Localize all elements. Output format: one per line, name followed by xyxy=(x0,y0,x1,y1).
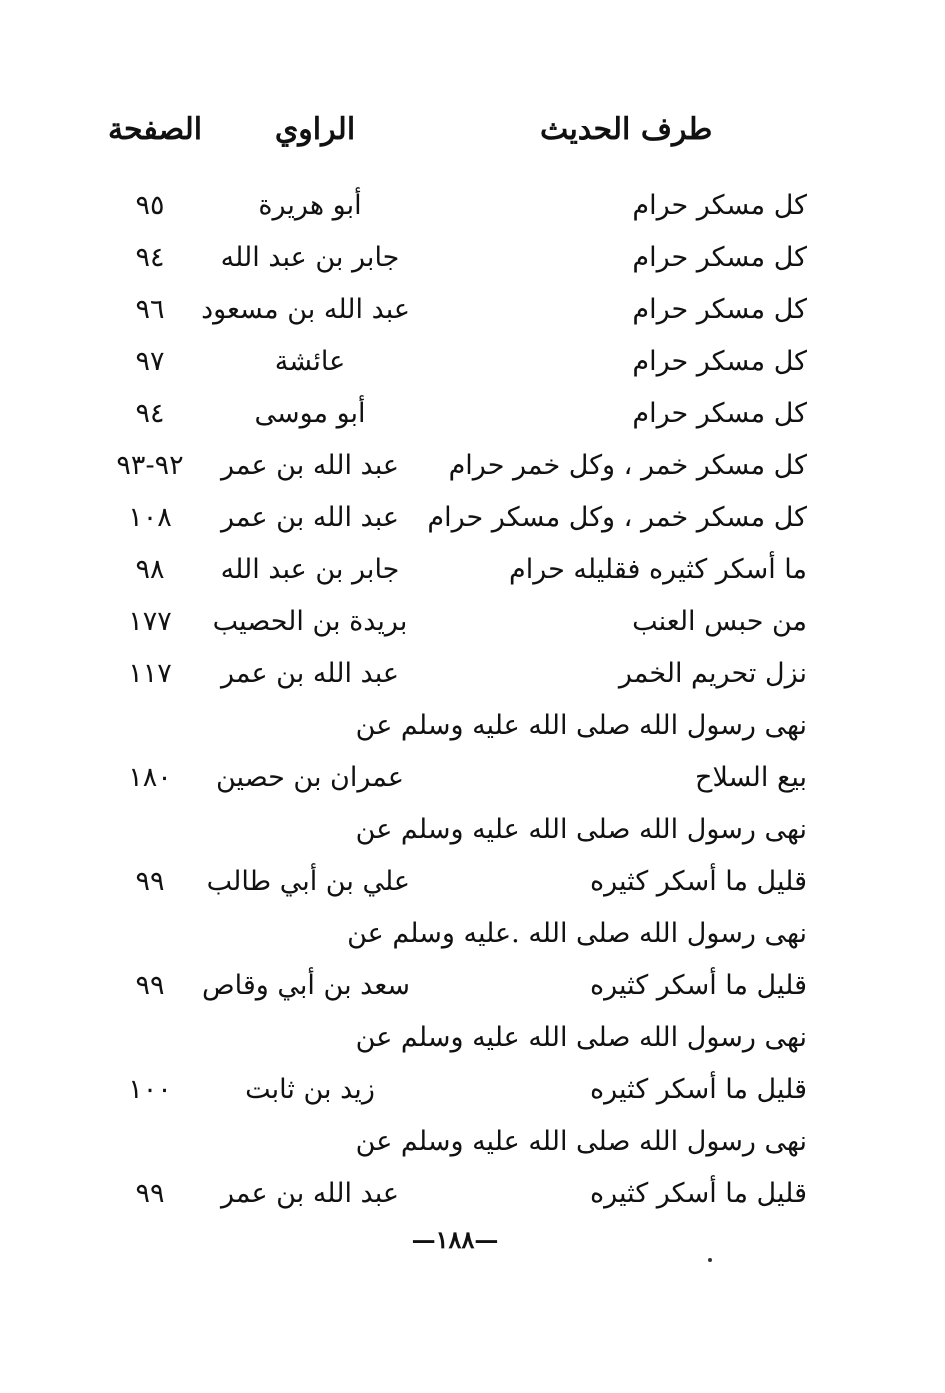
hadith-text: من حبس العنب xyxy=(632,606,807,637)
page-reference: ٩٤ xyxy=(135,242,165,273)
header-hadith: طرف الحديث xyxy=(540,112,713,147)
hadith-text: نهى رسول الله صلى الله عليه وسلم عن xyxy=(355,1022,807,1053)
hadith-text: نهى رسول الله صلى الله عليه وسلم عن xyxy=(355,1126,807,1157)
hadith-text: كل مسكر حرام xyxy=(632,294,807,325)
page-number: —١٨٨— xyxy=(411,1225,499,1254)
page-reference: ١٠٠ xyxy=(128,1074,172,1105)
header-page: الصفحة xyxy=(107,112,203,147)
hadith-text: ما أسكر كثيره فقليله حرام xyxy=(508,554,807,585)
narrator-name: عبد الله بن مسعود xyxy=(201,294,410,325)
narrator-name: عائشة xyxy=(274,346,346,377)
narrator-name: زيد بن ثابت xyxy=(245,1074,375,1105)
table-row xyxy=(0,1012,945,1116)
page-reference: ٩٦ xyxy=(135,294,165,325)
page-reference: ٩٧ xyxy=(135,346,165,377)
page-reference: ٩٩ xyxy=(135,1178,165,1209)
narrator-name: جابر بن عبد الله xyxy=(220,554,400,585)
narrator-name: جابر بن عبد الله xyxy=(220,242,400,273)
page-reference: ٩٩ xyxy=(135,970,165,1001)
table-row xyxy=(0,908,945,1012)
hadith-text: نهى رسول الله صلى الله عليه وسلم عن xyxy=(355,814,807,845)
hadith-text: كل مسكر حرام xyxy=(632,190,807,221)
table-row xyxy=(0,700,945,804)
hadith-text: نهى رسول الله صلى الله .عليه وسلم عن xyxy=(347,918,807,949)
hadith-text: كل مسكر خمر ، وكل خمر حرام xyxy=(448,450,807,481)
page-reference: ١٨٠ xyxy=(128,762,172,793)
hadith-text: قليل ما أسكر كثيره xyxy=(589,970,807,1001)
page-reference: ٩٩ xyxy=(135,866,165,897)
narrator-name: علي بن أبي طالب xyxy=(206,866,410,897)
table-row xyxy=(0,440,945,492)
table-row xyxy=(0,336,945,388)
hadith-text: نزل تحريم الخمر xyxy=(618,658,807,689)
narrator-name: عبد الله بن عمر xyxy=(220,450,399,481)
hadith-text: كل مسكر حرام xyxy=(632,346,807,377)
narrator-name: عبد الله بن عمر xyxy=(220,1178,399,1209)
page-reference: ٩٥ xyxy=(135,190,165,221)
page-reference: ١٧٧ xyxy=(128,606,172,637)
narrator-name: عبد الله بن عمر xyxy=(220,658,399,689)
narrator-name: سعد بن أبي وقاص xyxy=(202,970,410,1001)
table-header xyxy=(0,112,945,162)
table-row xyxy=(0,544,945,596)
narrator-name: عبد الله بن عمر xyxy=(220,502,399,533)
table-row xyxy=(0,232,945,284)
ink-dot xyxy=(708,1258,712,1262)
page-reference: ٩٨ xyxy=(135,554,165,585)
table-row xyxy=(0,648,945,700)
table-row xyxy=(0,804,945,908)
narrator-name: أبو موسى xyxy=(254,398,366,429)
hadith-text: نهى رسول الله صلى الله عليه وسلم عن xyxy=(355,710,807,741)
table-row xyxy=(0,388,945,440)
hadith-text: قليل ما أسكر كثيره xyxy=(589,866,807,897)
page-reference: ١٠٨ xyxy=(128,502,172,533)
hadith-text: قليل ما أسكر كثيره xyxy=(589,1178,807,1209)
narrator-name: بريدة بن الحصيب xyxy=(212,606,408,637)
hadith-text: قليل ما أسكر كثيره xyxy=(589,1074,807,1105)
table-row xyxy=(0,180,945,232)
table-row xyxy=(0,1116,945,1220)
hadith-text: كل مسكر حرام xyxy=(632,398,807,429)
table-row xyxy=(0,596,945,648)
table-row xyxy=(0,492,945,544)
hadith-text: بيع السلاح xyxy=(695,762,807,793)
page-reference: ٩٢-٩٣ xyxy=(116,450,184,481)
hadith-text: كل مسكر خمر ، وكل مسكر حرام xyxy=(427,502,807,533)
narrator-name: أبو هريرة xyxy=(258,190,362,221)
hadith-index-table xyxy=(0,180,945,1220)
table-row xyxy=(0,284,945,336)
header-narrator: الراوي xyxy=(274,112,356,147)
page-reference: ٩٤ xyxy=(135,398,165,429)
hadith-text: كل مسكر حرام xyxy=(632,242,807,273)
narrator-name: عمران بن حصين xyxy=(216,762,404,793)
page-reference: ١١٧ xyxy=(128,658,172,689)
